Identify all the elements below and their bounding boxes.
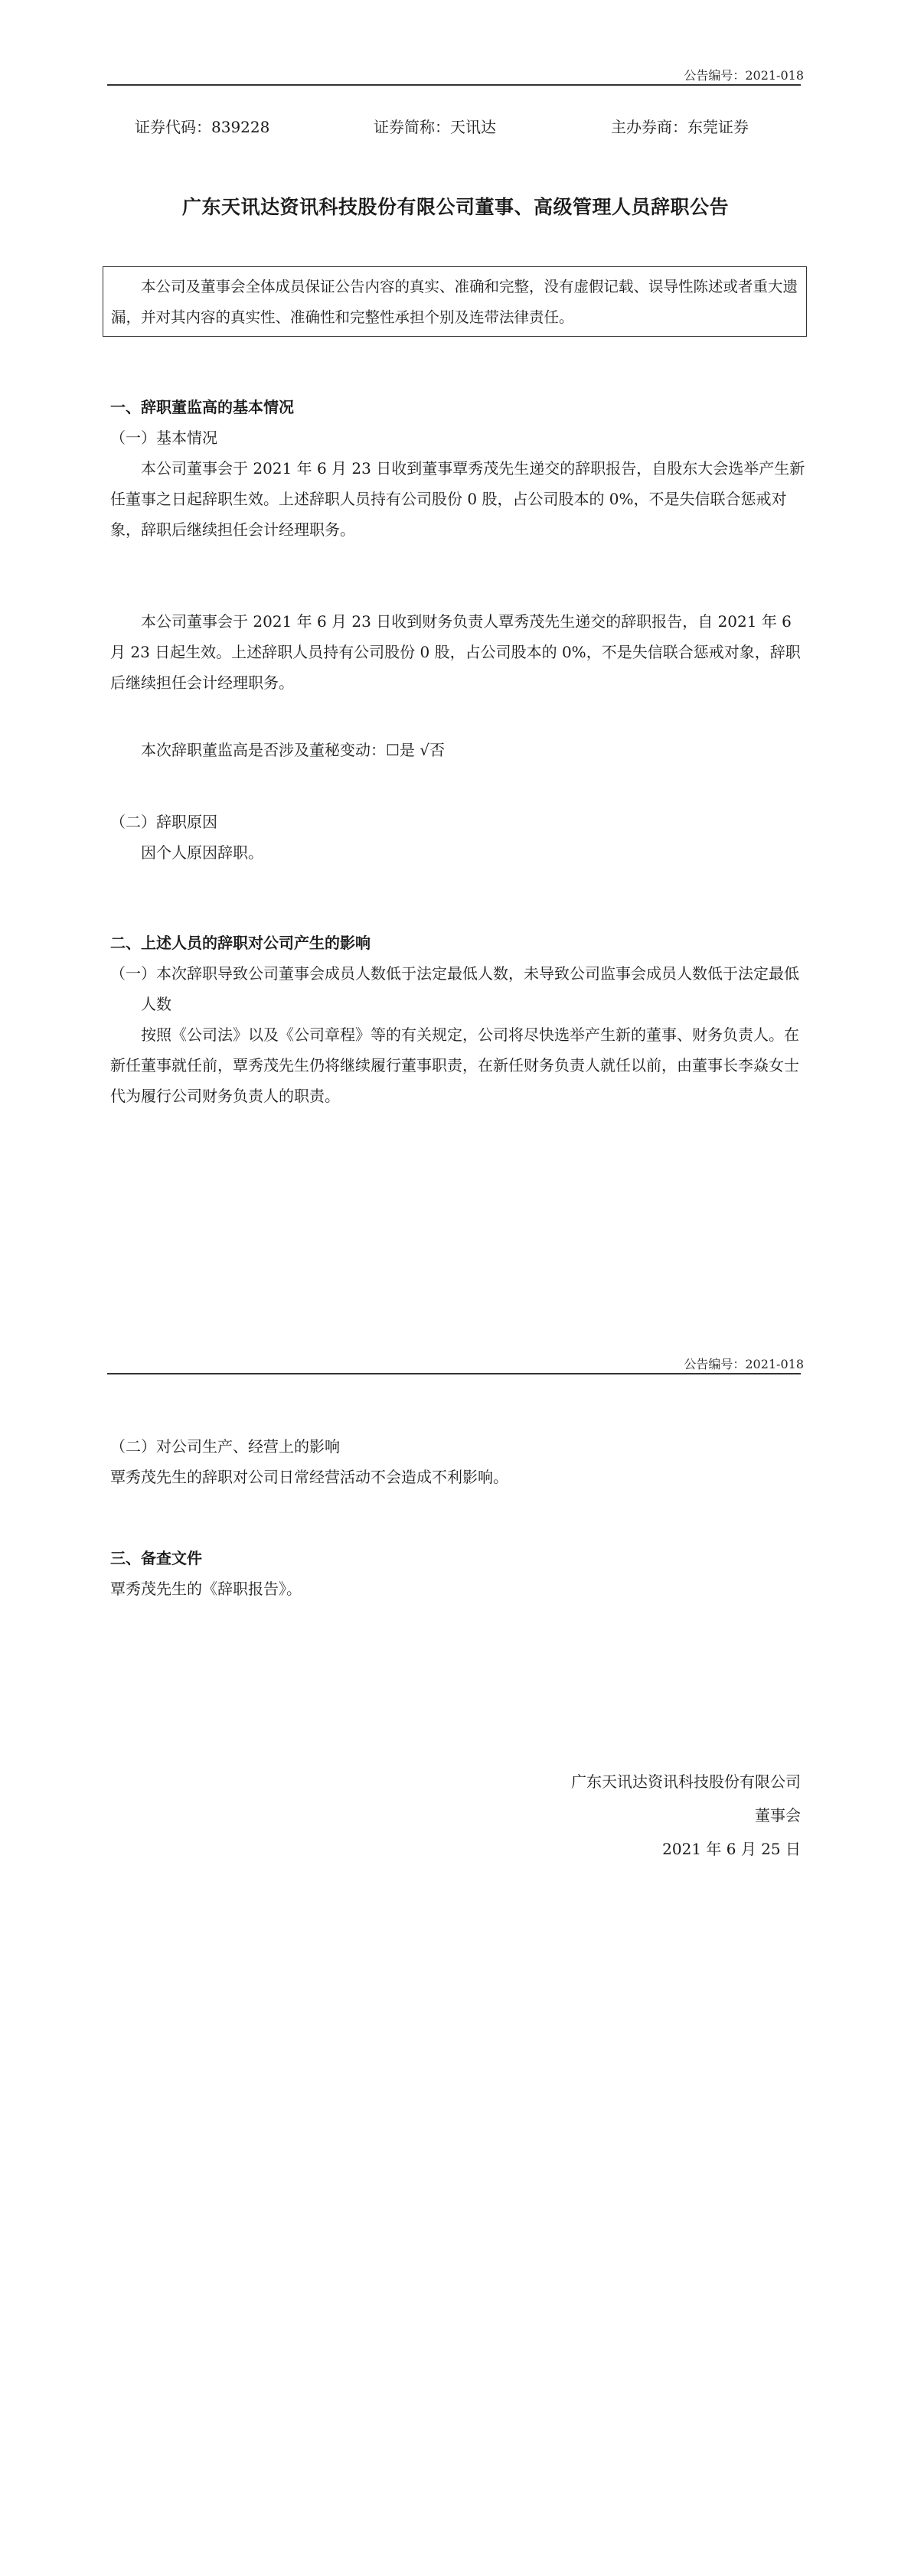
signature-date: 2021 年 6 月 25 日 [662,1840,801,1858]
section-2-part-2 [110,1431,808,1492]
section-1-paragraph-3: 本次辞职董监高是否涉及董秘变动：☐是 √否 [141,741,446,759]
operations-impact: 覃秀茂先生的辞职对公司日常经营活动不会造成不利影响。 [110,1468,508,1486]
header-divider [107,84,801,86]
section-3-item: 覃秀茂先生的《辞职报告》。 [110,1580,302,1598]
section-1-part-3 [110,735,808,765]
section-1-paragraph-2: 本公司董事会于 2021 年 6 月 23 日收到财务负责人覃秀茂先生递交的辞职报告，自 2021 年 6 月 23 日起生效。上述辞职人员持有公司股份 0 股，占公司股本的 0%，不是失信联合惩戒对象，辞职后继续担任会计经理职务。 [110,612,801,692]
section-3 [110,1543,808,1604]
section-1-part-4 [110,807,808,868]
page-2 [0,1347,911,2576]
section-1-sub-1: （一）基本情况 [110,429,217,447]
announcement-number-page-2: 公告编号：2021-018 [684,1357,804,1371]
sponsor-broker: 主办券商：东莞证券 [611,118,749,136]
section-2-paragraph-1: 按照《公司法》以及《公司章程》等的有关规定，公司将尽快选举产生新的董事、财务负责人。在新任董事就任前，覃秀茂先生仍将继续履行董事职责，在新任财务负责人就任以前，由董事长李焱女士代为履行公司财务负责人的职责。 [110,1026,799,1105]
statement-box [103,266,807,337]
signature-board: 董事会 [755,1806,801,1824]
section-2-sub-2: （二）对公司生产、经营上的影响 [110,1437,340,1456]
section-1-paragraph-1: 本公司董事会于 2021 年 6 月 23 日收到董事覃秀茂先生递交的辞职报告，自股东大会选举产生新任董事之日起辞职生效。上述辞职人员持有公司股份 0 股，占公司股本的 0%，不是失信联合惩戒对象，辞职后继续担任会计经理职务。 [110,459,805,539]
announcement-number: 公告编号：2021-018 [684,68,804,83]
section-1-sub-2: （二）辞职原因 [110,813,217,831]
section-3-heading: 三、备查文件 [110,1549,202,1567]
security-code: 证券代码：839228 [135,118,270,136]
security-abbreviation: 证券简称：天讯达 [374,118,496,136]
signature-block [571,1765,801,1866]
header-divider-page-2 [107,1373,801,1374]
section-2 [110,928,808,1111]
section-1-part-2 [110,606,808,698]
section-1 [110,392,808,545]
section-2-heading: 二、上述人员的辞职对公司产生的影响 [110,934,371,952]
document-title: 广东天讯达资讯科技股份有限公司董事、高级管理人员辞职公告 [181,196,729,218]
section-2-sub-1: （一）本次辞职导致公司董事会成员人数低于法定最低人数，未导致公司监事会成员人数低于法定最低人数 [110,964,799,1013]
statement-text: 本公司及董事会全体成员保证公告内容的真实、准确和完整，没有虚假记载、误导性陈述或者重大遗漏，并对其内容的真实性、准确性和完整性承担个别及连带法律责任。 [111,278,798,326]
section-1-heading: 一、辞职董监高的基本情况 [110,398,294,416]
signature-company: 广东天讯达资讯科技股份有限公司 [571,1772,801,1791]
resignation-reason: 因个人原因辞职。 [141,843,263,862]
